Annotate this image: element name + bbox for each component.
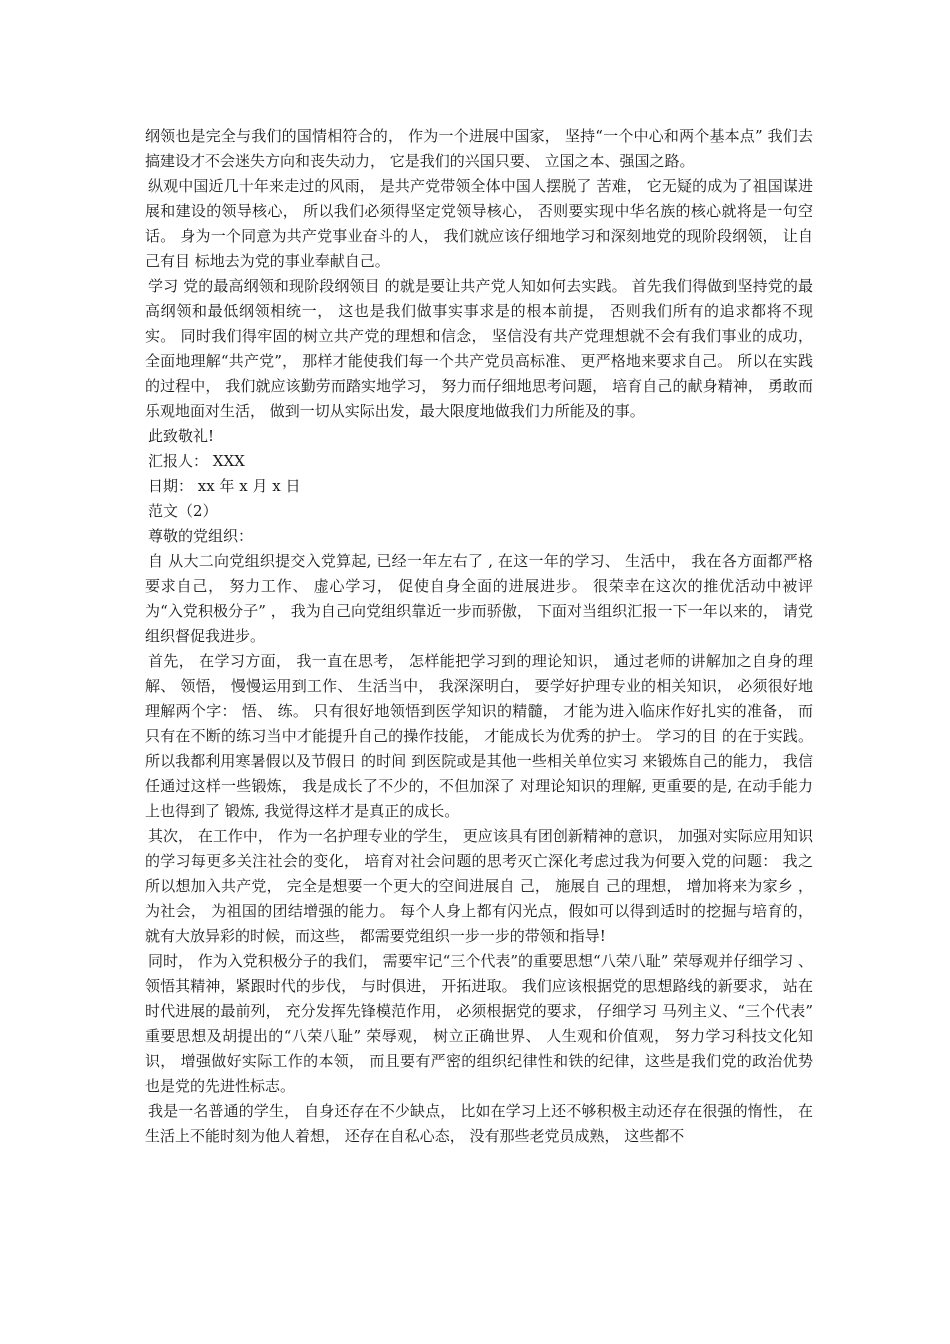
paragraph-6: 其次， 在工作中， 作为一名护理专业的学生， 更应该具有团创新精神的意识， 加强对实际应用知识的学习每更多关注社会的变化， 培育对社会问题的思考灭亡深化考虑过我为何要入党的问题： 我之所以想加入共产党， 完全是想要一个更大的空间进展自 己， 施展自 己的理想， 增加将来为家乡 ，为社会， 为祖国的团结增强的能力。 每个人身上都有闪光点，假如可以得到适时的挖掘与培育的， 就有大放异彩的时候，而这些， 都需要党组织一步一步的带领和指导! bbox=[145, 827, 813, 945]
paragraph-3: 学习 党的最高纲领和现阶段纲领目 的就是要让共产党人知如何去实践。 首先我们得做到坚持党的最高纲领和最低纲领相统一， 这也是我们做事实事求是的根本前提， 否则我们所有的追求都将不现实。 同时我们得牢固的树立共产党的理想和信念， 坚信没有共产党理想就不会有我们事业的成功，全面地理解“共产党”， 那样才能使我们每一个共产党员高标准、 更严格地来要求自己。 所以在实践的过程中， 我们就应该勤劳而踏实地学习， 努力而仔细地思考问题， 培育自己的献身精神， 勇敢而乐观地面对生活， 做到一切从实际出发，最大限度地做我们力所能及的事。 bbox=[145, 277, 813, 420]
document-body bbox=[145, 124, 813, 1149]
closing-line: 此致敬礼! bbox=[148, 427, 215, 445]
section-title: 范文（2） bbox=[148, 502, 218, 520]
paragraph-2: 纵观中国近几十年来走过的风雨， 是共产党带领全体中国人摆脱了 苦难， 它无疑的成为了祖国谋进展和建设的领导核心， 所以我们必须得坚定党领导核心， 否则要实现中华名族的核心就将是一句空话。 身为一个同意为共产党事业奋斗的人， 我们就应该仔细地学习和深刻地党的现阶段纲领， 让自己有目 标地去为党的事业奉献自己。 bbox=[145, 177, 813, 270]
paragraph-5: 首先， 在学习方面， 我一直在思考， 怎样能把学习到的理论知识， 通过老师的讲解加之自身的理解、 领悟， 慢慢运用到工作、 生活当中， 我深深明白， 要学好护理专业的相关知识， 必须很好地理解两个字： 悟、 练。 只有很好地领悟到医学知识的精髓， 才能为进入临床作好扎实的准备， 而只有在不断的练习当中才能提升自己的操作技能， 才能成长为优秀的护士。 学习的目 的在于实践。 所以我都利用寒暑假以及节假日 的时间 到医院或是其他一些相关单位实习 来锻炼自己的能力， 我信任通过这样一些锻炼， 我是成长了不少的，不但加深了 对理论知识的理解, 更重要的是, 在动手能力 上也得到了 锻炼, 我觉得这样才是真正的成长。 bbox=[145, 652, 813, 820]
paragraph-8: 我是一名普通的学生， 自身还存在不少缺点， 比如在学习上还不够积极主动还存在很强的惰性， 在生活上不能时刻为他人着想， 还存在自私心态， 没有那些老党员成熟， 这些都不 bbox=[145, 1102, 813, 1145]
reporter-line: 汇报人： XXX bbox=[148, 452, 245, 470]
paragraph-7: 同时， 作为入党积极分子的我们， 需要牢记“三个代表”的重要思想“八荣八耻” 荣辱观并仔细学习 、 领悟其精神，紧跟时代的步伐， 与时俱进， 开拓进取。 我们应该根据党的思想路线的新要求， 站在时代进展的最前列， 充分发挥先锋模范作用， 必须根据党的要求， 仔细学习 马列主义、“三个代表” 重要思想及胡提出的“八荣八耻” 荣辱观， 树立正确世界、 人生观和价值观， 努力学习科技文化知识， 增强做好实际工作的本领， 而且要有严密的组织纪律性和铁的纪律，这些是我们党的政治优势也是党的先进性标志。 bbox=[145, 952, 813, 1095]
paragraph-1: 纲领也是完全与我们的国情相符合的， 作为一个进展中国家， 坚持“一个中心和两个基本点” 我们去搞建设才不会迷失方向和丧失动力， 它是我们的兴国只要、 立国之本、强国之路。 bbox=[145, 127, 813, 170]
paragraph-4: 自 从大二向党组织提交入党算起, 已经一年左右了 , 在这一年的学习、 生活中， 我在各方面都严格要求自己， 努力工作、 虚心学习， 促使自身全面的进展进步。 很荣幸在这次的推优活动中被评为“入党积极分子” ， 我为自己向党组织靠近一步而骄傲， 下面对当组织汇报一下一年以来的， 请党组织督促我进步。 bbox=[145, 552, 813, 645]
date-line: 日期： xx 年 x 月 x 日 bbox=[148, 477, 301, 495]
salutation: 尊敬的党组织： bbox=[148, 527, 254, 545]
